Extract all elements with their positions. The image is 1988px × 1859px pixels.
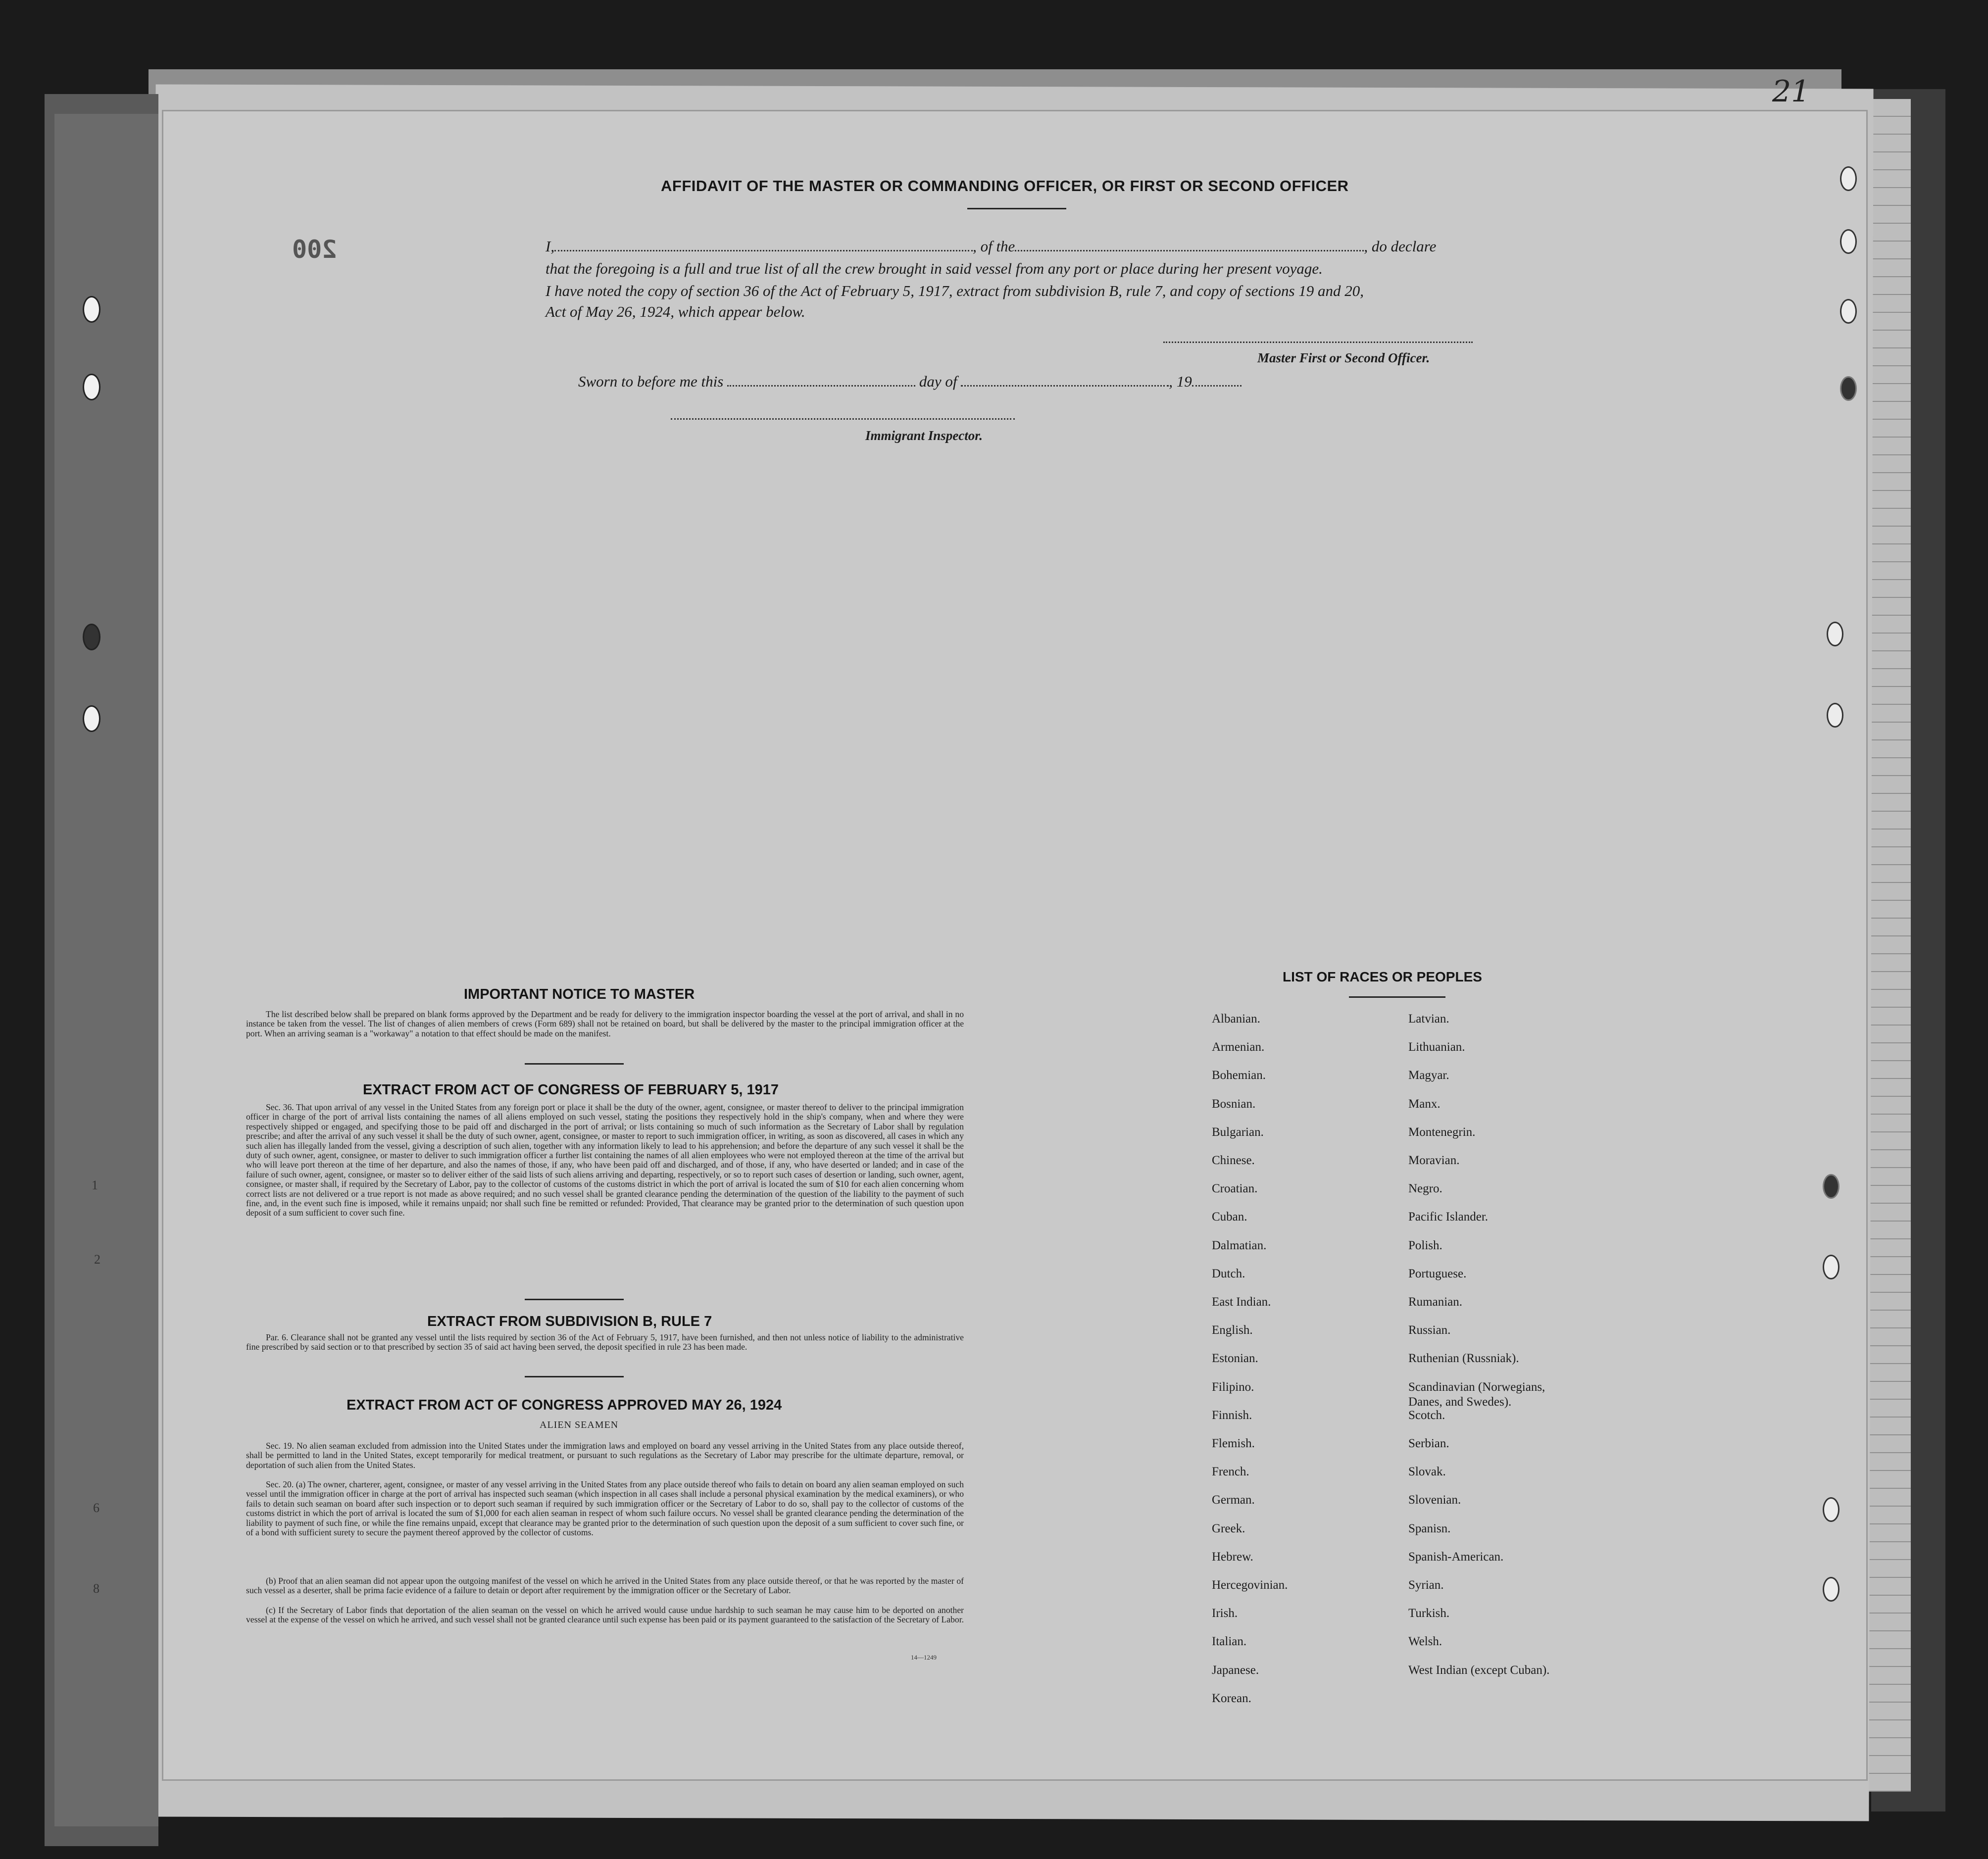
race-item: Latvian. [1408, 1012, 1449, 1026]
margin-mark: 2 [94, 1252, 100, 1267]
race-item: Bohemian. [1212, 1069, 1266, 1082]
month-blank [961, 374, 1169, 387]
affidavit-text: , do declare [1364, 238, 1437, 255]
race-item: German. [1212, 1493, 1255, 1507]
race-item: Magyar. [1408, 1069, 1449, 1082]
page-number: 21 [1772, 74, 1810, 109]
affidavit-text: I, [546, 238, 555, 255]
rule7-text: Par. 6. Clearance shall not be granted any vessel until the lists required by section 36 of the Act of February 5, 1917, have been furnished, and then not unless notice of liability to the administrative fine prescribed by said section or to that prescribed by section 35 of said act having been served, the deposit specified in rule 23 has been made. [246, 1332, 964, 1352]
divider [1349, 996, 1445, 998]
race-item: Hebrew. [1212, 1550, 1253, 1564]
punch-hole [1840, 299, 1857, 324]
race-item: Finnish. [1212, 1409, 1252, 1422]
race-item: Croatian. [1212, 1182, 1258, 1195]
race-item: Bosnian. [1212, 1097, 1256, 1111]
race-item: Estonian. [1212, 1352, 1258, 1365]
race-item: Rumanian. [1408, 1295, 1463, 1309]
margin-mark: 6 [93, 1501, 99, 1515]
signature-line-inspector [671, 418, 1015, 420]
affidavit-line-2: that the foregoing is a full and true list of all the crew brought in said vessel from any port or place during her present voyage. [546, 260, 1323, 277]
sworn-text: Sworn to before me this [578, 373, 724, 390]
race-item: Irish. [1212, 1607, 1238, 1620]
punch-hole [1840, 376, 1857, 401]
affidavit-line-4: Act of May 26, 1924, which appear below. [546, 303, 805, 320]
race-item: Korean. [1212, 1692, 1251, 1705]
margin-mark: 8 [93, 1581, 99, 1596]
race-item: Albanian. [1212, 1012, 1260, 1026]
vessel-blank [1015, 239, 1364, 251]
punch-hole [83, 705, 100, 732]
punch-hole [1827, 622, 1843, 646]
race-item: Polish. [1408, 1239, 1442, 1252]
race-item: Pacific Islander. [1408, 1210, 1489, 1223]
race-item: Bulgarian. [1212, 1125, 1264, 1139]
race-item: Filipino. [1212, 1380, 1254, 1394]
affidavit-line-3: I have noted the copy of section 36 of the Act of February 5, 1917, extract from subdivision B, rule 7, and copy of sections 19 and 20, [546, 282, 1364, 299]
race-item: Scandinavian (Norwegians, [1408, 1380, 1545, 1394]
race-item: Greek. [1212, 1522, 1245, 1535]
race-item: Italian. [1212, 1635, 1247, 1648]
sworn-text: day of [919, 373, 957, 390]
affidavit-text: , of the [973, 238, 1015, 255]
divider [525, 1299, 624, 1300]
race-item: Lithuanian. [1408, 1040, 1465, 1054]
race-item: Manx. [1408, 1097, 1441, 1111]
punch-hole [1823, 1174, 1839, 1199]
punch-hole [1823, 1255, 1839, 1279]
day-blank [727, 374, 915, 387]
inspector-label: Immigrant Inspector. [865, 428, 983, 443]
punch-hole [1827, 703, 1843, 728]
rule7-title: EXTRACT FROM SUBDIVISION B, RULE 7 [427, 1314, 712, 1329]
punch-hole [83, 296, 100, 323]
race-item: Slovak. [1408, 1465, 1446, 1478]
punch-hole [83, 374, 100, 400]
master-label: Master First or Second Officer. [1257, 350, 1430, 365]
race-item: Chinese. [1212, 1154, 1255, 1167]
race-item: Dalmatian. [1212, 1239, 1267, 1252]
race-item: Welsh. [1408, 1635, 1442, 1648]
notice-text: The list described below shall be prepared on blank forms approved by the Department and be ready for delivery to the immigration inspector boarding the vessel at the port of arrival, and shall in no instance be taken from the vessel. The list of changes of alien members of crews (Form 689) shall not be retained on board, but shall be delivered by the master to the principal immigration officer at the port. When an arriving seaman is a "workaway" a notation to that effect should be made on the manifest. [246, 1009, 964, 1038]
race-item: Montenegrin. [1408, 1125, 1476, 1139]
race-item: Spanish-American. [1408, 1550, 1504, 1564]
signature-line-master [1163, 342, 1473, 343]
binder-strip-inner [54, 114, 158, 1826]
race-item: Slovenian. [1408, 1493, 1461, 1507]
form-number: 14—1249 [911, 1654, 937, 1661]
race-item: English. [1212, 1323, 1253, 1337]
extract-1924-title: EXTRACT FROM ACT OF CONGRESS APPROVED MAY 26, 1924 [347, 1397, 782, 1413]
race-item: Portuguese. [1408, 1267, 1467, 1280]
race-item: Spanisn. [1408, 1522, 1451, 1535]
race-item: Armenian. [1212, 1040, 1265, 1054]
punch-hole [1840, 166, 1857, 191]
race-item: French. [1212, 1465, 1249, 1478]
alien-seamen-subtitle: ALIEN SEAMEN [540, 1419, 619, 1430]
race-item: Negro. [1408, 1182, 1442, 1195]
punch-hole [1823, 1577, 1839, 1602]
margin-mark: 1 [92, 1178, 98, 1192]
race-item: Moravian. [1408, 1154, 1460, 1167]
sworn-line [578, 373, 1242, 391]
race-item: East Indian. [1212, 1295, 1271, 1309]
notice-title: IMPORTANT NOTICE TO MASTER [464, 986, 695, 1002]
race-item: Russian. [1408, 1323, 1451, 1337]
divider [525, 1063, 624, 1065]
race-item: Serbian. [1408, 1437, 1449, 1450]
race-item: Turkish. [1408, 1607, 1450, 1620]
divider [967, 208, 1066, 209]
sec20a-text: Sec. 20. (a) The owner, charterer, agent, consignee, or master of any vessel arriving in the United States from any place outside thereof who fails to detain on board any alien seaman employed on such vessel until the immigration officer in charge at the port of arrival has inspected such seaman (which inspection in all cases shall include a personal physical examination by the medical examiners), or who fails to detain such seaman on board after such inspection or to deport such seaman if required by such immigration officer or the Secretary of Labor to do so, shall pay to the collector of customs of the customs district in which the port of arrival is located the sum of $1,000 for each alien seaman in respect of whom such failure occurs. No vessel shall be granted clearance pending the determination of the liability to payment of such fine, or while the fine remains unpaid, except that clearance may be granted prior to the determination of such question upon the deposit of a sum sufficient to cover such fine, or of a bond with sufficient surety to secure the payment thereof approved by the collector of customs. [246, 1479, 964, 1538]
sworn-text: , 19 [1169, 373, 1192, 390]
punch-hole [1840, 229, 1857, 254]
year-blank [1192, 374, 1242, 387]
affidavit-line-1 [546, 238, 1436, 255]
race-item: Dutch. [1212, 1267, 1245, 1280]
races-title: LIST OF RACES OR PEOPLES [1283, 969, 1482, 984]
race-item: Hercegovinian. [1212, 1578, 1288, 1592]
race-item: Cuban. [1212, 1210, 1247, 1223]
race-item: Scotch. [1408, 1409, 1445, 1422]
name-blank [554, 239, 973, 251]
race-item: Syrian. [1408, 1578, 1444, 1592]
extract-1917-title: EXTRACT FROM ACT OF CONGRESS OF FEBRUARY 5, 1917 [363, 1082, 779, 1098]
race-item: West Indian (except Cuban). [1408, 1663, 1550, 1677]
extract-1917-text: Sec. 36. That upon arrival of any vessel in the United States from any foreign port or place it shall be the duty of the owner, agent, consignee, or master thereof to deliver to the principal immigration officer in charge of the port of arrival lists containing the names of all aliens employed on such vessel, stating the positions they respectively hold in the ship's company, when and where they were respectively shipped or engaged, and specifying those to be paid off and discharged in the port of arrival; or lists containing so much of such information as the Secretary of Labor shall by regulation prescribe; and after the arrival of any such vessel it shall be the duty of such owner, agent, consignee, or master to report to such immigration officer, in writing, as soon as discovered, all cases in which any such alien has illegally landed from the vessel, giving a description of such alien, together with any information likely to lead to his apprehension; and before the departure of any such vessel it shall be the duty of such owner, agent, consignee, or master to deliver to such immigration officer a further list containing the names of all alien employees who were not employed thereon at the time of the arrival but who will leave port thereon at the time of her departure, and also the names of those, if any, who have been paid off and discharged, and of those, if any, who have deserted or landed; and in case of the failure of such owner, agent, consignee, or master so to deliver either of the said lists of such aliens arriving and departing, respectively, or so to report such cases of desertion or landing, such owner, agent, consignee, or master shall, if required by the Secretary of Labor, pay to the collector of customs of the customs district in which the port of arrival is located the sum of $10 for each alien concerning whom correct lists are not delivered or a true report is not made as above required; and no such vessel shall be granted clearance pending the determination of the question of the liability to the payment of such fine, and, in the event such fine is imposed, while it remains unpaid; nor shall such fine be remitted or refunded: Provided, That clearance may be granted prior to the determination of such question upon deposit of a sum sufficient to cover such fine. [246, 1102, 964, 1218]
punch-hole [83, 624, 100, 650]
sec19-text: Sec. 19. No alien seaman excluded from admission into the United States under the immigration laws and employed on board any vessel arriving in the United States from any place outside thereof, shall be permitted to land in the United States, except temporarily for medical treatment, or pursuant to such regulations as the Secretary of Labor may prescribe for the ultimate departure, removal, or deportation of such alien from the United States. [246, 1441, 964, 1470]
race-item: Danes, and Swedes). [1408, 1395, 1512, 1409]
affidavit-title: AFFIDAVIT OF THE MASTER OR COMMANDING OFFICER, OR FIRST OR SECOND OFFICER [661, 177, 1349, 195]
race-item: Japanese. [1212, 1663, 1259, 1677]
sec20c-text: (c) If the Secretary of Labor finds that deportation of the alien seaman on the vessel on which he arrived would cause undue hardship to such seaman he may cause him to be deported on another vessel at the expense of the vessel on which he arrived, and such vessel shall not be granted clearance until such expense has been paid or its payment guaranteed to the satisfaction of the Secretary of Labor. [246, 1605, 964, 1625]
race-item: Ruthenian (Russniak). [1408, 1352, 1519, 1365]
race-item: Flemish. [1212, 1437, 1255, 1450]
stamp-number: 200 [292, 235, 337, 264]
punch-hole [1823, 1497, 1839, 1522]
divider [525, 1376, 624, 1377]
sec20b-text: (b) Proof that an alien seaman did not appear upon the outgoing manifest of the vessel on which he arrived in the United States from any place outside thereof, or that he was reported by the master of such vessel as a deserter, shall be prima facie evidence of a failure to detain or deport after requirement by the immigration officer or the Secretary of Labor. [246, 1576, 964, 1596]
